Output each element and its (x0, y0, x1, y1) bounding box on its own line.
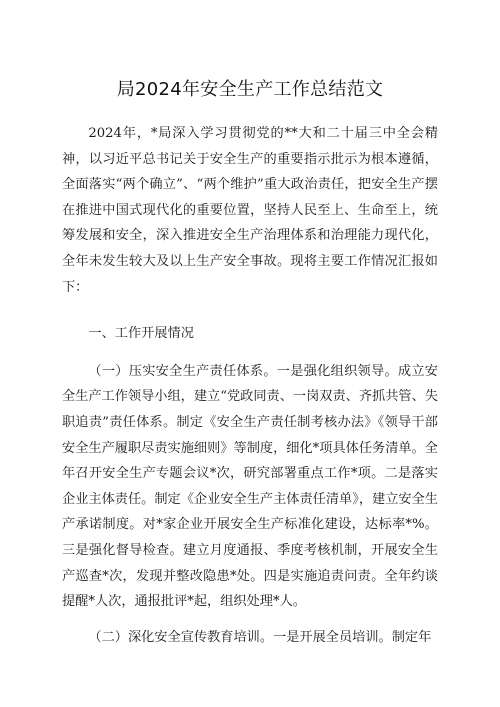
intro-paragraph: 2024年，*局深入学习贯彻党的**大和二十届三中全会精神，以习近平总书记关于安全生产的重要指示批示为根本遵循，全面落实“两个确立”、“两个维护”重大政治责任，把安全生产摆在推进中国式现代化的重要位置，坚持人民至上、生命至上，统筹发展和安全，深入推进安全生产治理体系和治理能力现代化，全年未发生较大及以上生产安全事故。现将主要工作情况汇报如下： (62, 126, 438, 295)
section-heading-1: 一、工作开展情况 (88, 326, 194, 342)
part-1-paragraph: （一）压实安全生产责任体系。一是强化组织领导。成立安全生产工作领导小组，建立“党政同责、一岗双责、齐抓共管、失职追责”责任体系。制定《安全生产责任制考核办法》《领导干部安全生产履职尽责实施细则》等制度，细化*项具体任务清单。全年召开安全生产专题会议*次，研究部署重点工作*项。二是落实企业主体责任。制定《企业安全生产主体责任清单》，建立安全生产承诺制度。对*家企业开展安全生产标准化建设，达标率*%。三是强化督导检查。建立月度通报、季度考核机制，开展安全生产巡查*次，发现并整改隐患*处。四是实施追责问责。全年约谈提醒*人次，通报批评*起，组织处理*人。 (62, 363, 438, 610)
paragraph-gap (62, 615, 438, 625)
paragraph-gap (62, 300, 438, 310)
part-2-paragraph: （二）深化安全宣传教育培训。一是开展全员培训。制定年 (88, 629, 432, 645)
document-body (62, 121, 438, 650)
document-title: 局2024年安全生产工作总结范文 (116, 79, 384, 100)
